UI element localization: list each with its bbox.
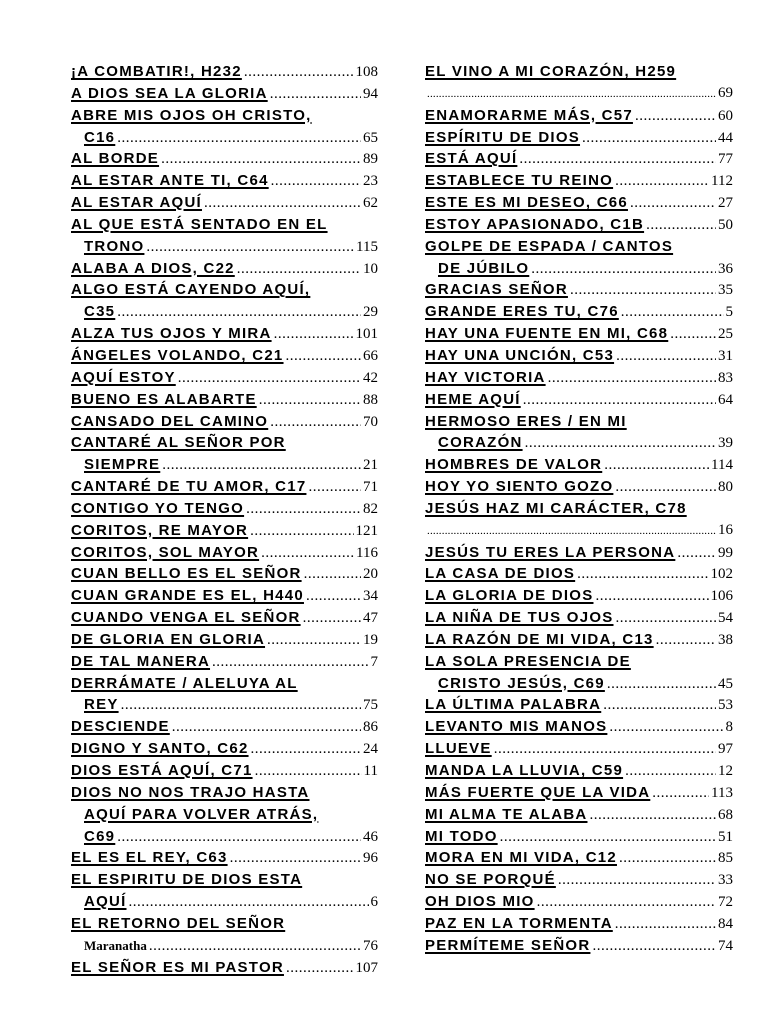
entry-title: CANTARÉ AL SEÑOR POR — [71, 434, 286, 452]
page-number: 47 — [363, 610, 378, 627]
index-entry[interactable] — [71, 542, 378, 564]
dot-leader — [656, 630, 716, 652]
page-number: 62 — [363, 195, 378, 212]
page-number: 6 — [370, 894, 378, 911]
index-entry[interactable] — [71, 61, 378, 83]
dot-leader — [537, 892, 716, 914]
entry-title: REY — [84, 696, 119, 714]
index-entry[interactable] — [71, 258, 378, 280]
entry-title: LA NIÑA DE TUS OJOS — [425, 609, 614, 627]
index-entry[interactable] — [425, 629, 733, 651]
index-entry[interactable] — [71, 673, 378, 717]
page-number: 76 — [363, 937, 378, 954]
index-entry[interactable] — [71, 629, 378, 651]
index-entry[interactable] — [71, 913, 378, 957]
index-entry[interactable] — [425, 498, 733, 542]
page-number: 66 — [363, 347, 378, 364]
entry-title: MI ALMA TE ALABA — [425, 805, 588, 823]
index-entry[interactable] — [71, 498, 378, 520]
entry-title: ESTABLECE TU REINO — [425, 172, 614, 190]
entry-title: CORAZÓN — [438, 434, 523, 452]
index-entry[interactable] — [425, 105, 733, 127]
page-number: 102 — [710, 566, 733, 583]
page-number: 106 — [710, 588, 733, 605]
index-entry[interactable] — [71, 957, 378, 979]
dot-leader — [609, 717, 723, 739]
page-number: 33 — [718, 872, 733, 889]
dot-leader — [255, 761, 362, 783]
dot-leader — [500, 827, 716, 849]
entry-title: CORITOS, RE MAYOR — [71, 521, 249, 539]
entry-title: HAY UNA UNCIÓN, C53 — [425, 346, 615, 364]
entry-title: CUAN BELLO ES EL SEÑOR — [71, 565, 302, 583]
dot-leader — [237, 259, 361, 281]
page-number: 74 — [718, 937, 733, 954]
dot-leader — [548, 368, 716, 390]
dot-leader — [595, 586, 708, 608]
entry-title: DE TAL MANERA — [71, 652, 211, 670]
entry-title: LA ÚLTIMA PALABRA — [425, 696, 602, 714]
page-number: 46 — [363, 828, 378, 845]
index-entry[interactable] — [425, 236, 733, 280]
dot-leader — [652, 783, 709, 805]
index-entry[interactable] — [425, 389, 733, 411]
entry-title: AL QUE ESTÁ SENTADO EN EL — [71, 215, 328, 233]
index-entry[interactable] — [71, 432, 378, 476]
page-number: 121 — [355, 522, 378, 539]
index-entry[interactable] — [71, 148, 378, 170]
index-entry[interactable] — [425, 454, 733, 476]
entry-title: AQUÍ ESTOY — [71, 368, 176, 386]
entry-title: C16 — [84, 128, 116, 146]
index-entry[interactable] — [71, 279, 378, 323]
index-entry[interactable] — [425, 585, 733, 607]
dot-leader — [427, 84, 716, 106]
page-number: 80 — [718, 479, 733, 496]
page-number: 20 — [363, 566, 378, 583]
page-number: 5 — [725, 304, 733, 321]
index-entry[interactable] — [425, 192, 733, 214]
dot-leader — [304, 564, 361, 586]
index-entry[interactable] — [71, 520, 378, 542]
dot-leader — [270, 84, 361, 106]
entry-title: PERMÍTEME SEÑOR — [425, 936, 591, 954]
page-number: 42 — [363, 369, 378, 386]
page-number: 113 — [711, 784, 733, 801]
page-number: 25 — [718, 326, 733, 343]
index-entry[interactable] — [425, 214, 733, 236]
index-entry[interactable] — [71, 651, 378, 673]
index-entry[interactable] — [425, 760, 733, 782]
index-entry[interactable] — [425, 716, 733, 738]
entry-title: CANSADO DEL CAMINO — [71, 412, 269, 430]
page-number: 45 — [718, 675, 733, 692]
dot-leader — [616, 608, 717, 630]
dot-leader — [603, 695, 716, 717]
dot-leader — [172, 717, 361, 739]
page-number: 53 — [718, 697, 733, 714]
entry-title: AQUÍ PARA VOLVER ATRÁS, — [84, 805, 319, 823]
index-entry[interactable] — [425, 913, 733, 935]
index-entry[interactable] — [71, 738, 378, 760]
entry-title: EL ESPIRITU DE DIOS ESTA — [71, 871, 303, 889]
entry-title: SIEMPRE — [84, 456, 161, 474]
dot-leader — [625, 761, 716, 783]
page-number: 54 — [718, 610, 733, 627]
entry-title: DIGNO Y SANTO, C62 — [71, 740, 249, 758]
page-number: 36 — [718, 260, 733, 277]
dot-leader — [129, 892, 369, 914]
page-number: 8 — [725, 719, 733, 736]
dot-leader — [251, 739, 361, 761]
entry-title: OH DIOS MIO — [425, 893, 535, 911]
page-number: 99 — [718, 544, 733, 561]
index-entry[interactable] — [425, 694, 733, 716]
page-number: 19 — [363, 631, 378, 648]
entry-title: LA CASA DE DIOS — [425, 565, 576, 583]
dot-leader — [161, 149, 361, 171]
index-entry[interactable] — [425, 170, 733, 192]
entry-title: ESTOY APASIONADO, C1B — [425, 215, 645, 233]
page-number: 34 — [363, 588, 378, 605]
dot-leader — [230, 848, 361, 870]
entry-title: GRACIAS SEÑOR — [425, 281, 568, 299]
index-entry[interactable] — [425, 127, 733, 149]
dot-leader — [286, 958, 354, 980]
page-number: 60 — [718, 107, 733, 124]
entry-title: CUANDO VENGA EL SEÑOR — [71, 609, 301, 627]
index-entry[interactable] — [71, 323, 378, 345]
page-number: 16 — [718, 521, 733, 538]
page-number: 75 — [363, 697, 378, 714]
entry-title: CORITOS, SOL MAYOR — [71, 543, 260, 561]
page-number: 23 — [363, 173, 378, 190]
page-number: 115 — [356, 238, 378, 255]
entry-title: ABRE MIS OJOS OH CRISTO, — [71, 106, 312, 124]
entry-title: ÁNGELES VOLANDO, C21 — [71, 346, 284, 364]
dot-leader — [259, 390, 361, 412]
page-number: 77 — [718, 151, 733, 168]
page-number: 27 — [718, 195, 733, 212]
entry-title: DE GLORIA EN GLORIA — [71, 630, 266, 648]
dot-leader — [646, 215, 716, 237]
page-number: 12 — [718, 763, 733, 779]
index-entry[interactable] — [425, 607, 733, 629]
dot-leader — [204, 193, 361, 215]
page-number: 112 — [711, 173, 733, 190]
dot-leader — [615, 477, 716, 499]
entry-title: NO SE PORQUÉ — [425, 871, 556, 889]
page-number: 7 — [370, 653, 378, 670]
entry-title: AQUÍ — [84, 893, 127, 911]
dot-leader — [531, 259, 716, 281]
index-entry[interactable] — [71, 105, 378, 149]
index-entry[interactable] — [425, 891, 733, 913]
entry-title: ALZA TUS OJOS Y MIRA — [71, 325, 272, 343]
entry-title: HAY VICTORIA — [425, 368, 546, 386]
dot-leader — [630, 193, 716, 215]
entry-title: CANTARÉ DE TU AMOR, C17 — [71, 478, 307, 496]
index-entry[interactable] — [425, 542, 733, 564]
entry-title: HOY YO SIENTO GOZO — [425, 478, 614, 496]
index-entry[interactable] — [71, 760, 378, 782]
dot-leader — [494, 739, 716, 761]
dot-leader — [427, 521, 716, 543]
index-entry[interactable] — [425, 279, 733, 301]
dot-leader — [267, 630, 361, 652]
dot-leader — [635, 106, 716, 128]
index-entry[interactable] — [71, 563, 378, 585]
entry-title: ALABA A DIOS, C22 — [71, 259, 235, 277]
page-number: 65 — [363, 129, 378, 146]
index-entry[interactable] — [425, 651, 733, 695]
dot-leader — [117, 827, 361, 849]
page-number: 89 — [363, 151, 378, 168]
index-entry[interactable] — [71, 782, 378, 848]
entry-title: EL RETORNO DEL SEÑOR — [71, 914, 286, 932]
index-entry[interactable] — [425, 826, 733, 848]
entry-title: BUENO ES ALABARTE — [71, 390, 257, 408]
index-entry[interactable] — [71, 214, 378, 258]
index-entry[interactable] — [425, 345, 733, 367]
index-entry[interactable] — [71, 476, 378, 498]
dot-leader — [615, 171, 709, 193]
page-number: 10 — [363, 260, 378, 277]
page-number: 72 — [718, 894, 733, 911]
entry-title: AL ESTAR ANTE TI, C64 — [71, 172, 269, 190]
entry-title: GRANDE ERES TU, C76 — [425, 303, 619, 321]
dot-leader — [117, 302, 361, 324]
entry-title: MI TODO — [425, 827, 498, 845]
page-number: 71 — [363, 479, 378, 496]
page-number: 114 — [711, 457, 733, 474]
dot-leader — [271, 171, 361, 193]
page-number: 21 — [363, 457, 378, 474]
dot-leader — [570, 280, 716, 302]
index-entry[interactable] — [425, 476, 733, 498]
entry-title: CONTIGO YO TENGO — [71, 499, 245, 517]
entry-title: HERMOSO ERES / EN MI — [425, 412, 627, 430]
dot-leader — [246, 499, 361, 521]
page-number: 82 — [363, 500, 378, 517]
page-number: 39 — [718, 435, 733, 452]
page-number: 88 — [363, 391, 378, 408]
dot-leader — [592, 936, 716, 958]
index-entry[interactable] — [71, 367, 378, 389]
index-entry[interactable] — [425, 847, 733, 869]
page-number: 35 — [718, 282, 733, 299]
dot-leader — [621, 302, 724, 324]
entry-subtitle: Maranatha — [84, 937, 147, 953]
entry-title: PAZ EN LA TORMENTA — [425, 914, 613, 932]
entry-title: JESÚS TU ERES LA PERSONA — [425, 543, 676, 561]
dot-leader — [212, 652, 368, 674]
entry-title: GOLPE DE ESPADA / CANTOS — [425, 237, 674, 255]
entry-title: ALGO ESTÁ CAYENDO AQUÍ, — [71, 281, 311, 299]
index-entry[interactable] — [71, 869, 378, 913]
entry-title: JESÚS HAZ MI CARÁCTER, C78 — [425, 499, 687, 517]
page-number: 68 — [718, 806, 733, 823]
dot-leader — [677, 543, 716, 565]
index-entry[interactable] — [425, 148, 733, 170]
entry-title: DESCIENDE — [71, 718, 170, 736]
dot-leader — [149, 936, 361, 958]
dot-leader — [615, 914, 716, 936]
dot-leader — [616, 346, 716, 368]
entry-title: EL VINO A MI CORAZÓN, H259 — [425, 63, 677, 80]
dot-leader — [607, 674, 716, 696]
dot-leader — [146, 237, 354, 259]
page-number: 96 — [363, 850, 378, 867]
index-entry[interactable] — [71, 170, 378, 192]
entry-title: LA GLORIA DE DIOS — [425, 587, 594, 605]
dot-leader — [670, 324, 716, 346]
entry-title: ESTE ES MI DESEO, C66 — [425, 194, 628, 212]
dot-leader — [303, 608, 361, 630]
dot-leader — [261, 543, 354, 565]
page-number: 97 — [718, 741, 733, 758]
page-number: 86 — [363, 719, 378, 736]
entry-title: LA RAZÓN DE MI VIDA, C13 — [425, 630, 654, 648]
dot-leader — [117, 128, 361, 150]
page-number: 84 — [718, 915, 733, 932]
page-number: 38 — [718, 631, 733, 648]
entry-title: DIOS NO NOS TRAJO HASTA — [71, 783, 310, 801]
entry-title: EL ES EL REY, C63 — [71, 849, 228, 867]
page-number: 11 — [363, 763, 378, 779]
entry-title: DERRÁMATE / ALELUYA AL — [71, 674, 298, 692]
entry-title: ENAMORARME MÁS, C57 — [425, 106, 633, 124]
page-number: 50 — [718, 216, 733, 233]
page-number: 24 — [363, 741, 378, 758]
page-number: 69 — [718, 84, 733, 101]
page-number: 101 — [355, 326, 378, 343]
index-entry[interactable] — [71, 847, 378, 869]
dot-leader — [270, 412, 361, 434]
entry-title: CRISTO JESÚS, C69 — [438, 674, 605, 692]
entry-title: DE JÚBILO — [438, 259, 530, 277]
index-entry[interactable] — [425, 935, 733, 957]
dot-leader — [121, 695, 361, 717]
index-entry[interactable] — [425, 869, 733, 891]
index-entry[interactable] — [425, 301, 733, 323]
index-entry[interactable] — [425, 61, 733, 105]
dot-leader — [274, 324, 354, 346]
entry-title: ¡A COMBATIR!, H232 — [71, 63, 242, 80]
index-entry[interactable] — [71, 345, 378, 367]
entry-title: ESPÍRITU DE DIOS — [425, 128, 581, 146]
page-number: 70 — [363, 413, 378, 430]
entry-title: MÁS FUERTE QUE LA VIDA — [425, 783, 651, 801]
dot-leader — [525, 433, 716, 455]
dot-leader — [519, 149, 716, 171]
entry-title: HAY UNA FUENTE EN MI, C68 — [425, 325, 669, 343]
index-entry[interactable] — [425, 323, 733, 345]
index-entry[interactable] — [71, 389, 378, 411]
entry-title: C69 — [84, 827, 116, 845]
entry-title: HOMBRES DE VALOR — [425, 456, 603, 474]
page-number: 85 — [718, 850, 733, 867]
page-number: 51 — [718, 828, 733, 845]
dot-leader — [577, 564, 708, 586]
index-entry[interactable] — [425, 367, 733, 389]
entry-title: TRONO — [84, 237, 145, 255]
dot-leader — [244, 62, 354, 84]
page-number: 64 — [718, 391, 733, 408]
dot-leader — [308, 477, 361, 499]
entry-title: ESTÁ AQUÍ — [425, 150, 518, 168]
index-entry[interactable] — [71, 716, 378, 738]
dot-leader — [162, 455, 361, 477]
dot-leader — [589, 805, 716, 827]
index-entry[interactable] — [71, 83, 378, 105]
index-entry[interactable] — [71, 607, 378, 629]
dot-leader — [286, 346, 361, 368]
entry-title: DIOS ESTÁ AQUÍ, C71 — [71, 762, 253, 779]
entry-title: HEME AQUÍ — [425, 390, 521, 408]
dot-leader — [523, 390, 716, 412]
dot-leader — [619, 848, 716, 870]
entry-title: AL BORDE — [71, 150, 160, 168]
page-number: 94 — [363, 85, 378, 102]
entry-title: LA SOLA PRESENCIA DE — [425, 652, 631, 670]
page-number: 108 — [355, 64, 378, 80]
index-entry[interactable] — [71, 585, 378, 607]
dot-leader — [178, 368, 361, 390]
page-number: 31 — [718, 347, 733, 364]
index-entry[interactable] — [71, 192, 378, 214]
entry-title: EL SEÑOR ES MI PASTOR — [71, 958, 284, 976]
index-entry[interactable] — [425, 563, 733, 585]
entry-title: CUAN GRANDE ES EL, H440 — [71, 587, 304, 605]
index-entry[interactable] — [425, 782, 733, 804]
dot-leader — [558, 870, 716, 892]
dot-leader — [306, 586, 361, 608]
index-right-column — [425, 61, 733, 957]
entry-title: LEVANTO MIS MANOS — [425, 718, 608, 736]
dot-leader — [582, 128, 716, 150]
page-number: 116 — [356, 544, 378, 561]
entry-title: AL ESTAR AQUÍ — [71, 194, 202, 212]
index-entry[interactable] — [425, 738, 733, 760]
entry-title: MANDA LA LLUVIA, C59 — [425, 762, 624, 779]
page-number: 83 — [718, 369, 733, 386]
entry-title: LLUEVE — [425, 740, 492, 758]
page-number: 29 — [363, 304, 378, 321]
entry-title: C35 — [84, 303, 116, 321]
dot-leader — [250, 521, 353, 543]
index-left-column — [71, 61, 378, 978]
entry-title: A DIOS SEA LA GLORIA — [71, 84, 268, 102]
page-number: 44 — [718, 129, 733, 146]
index-entry[interactable] — [425, 804, 733, 826]
page-number: 107 — [355, 959, 378, 976]
dot-leader — [604, 455, 709, 477]
entry-title: MORA EN MI VIDA, C12 — [425, 849, 617, 867]
index-entry[interactable] — [71, 411, 378, 433]
index-entry[interactable] — [425, 411, 733, 455]
